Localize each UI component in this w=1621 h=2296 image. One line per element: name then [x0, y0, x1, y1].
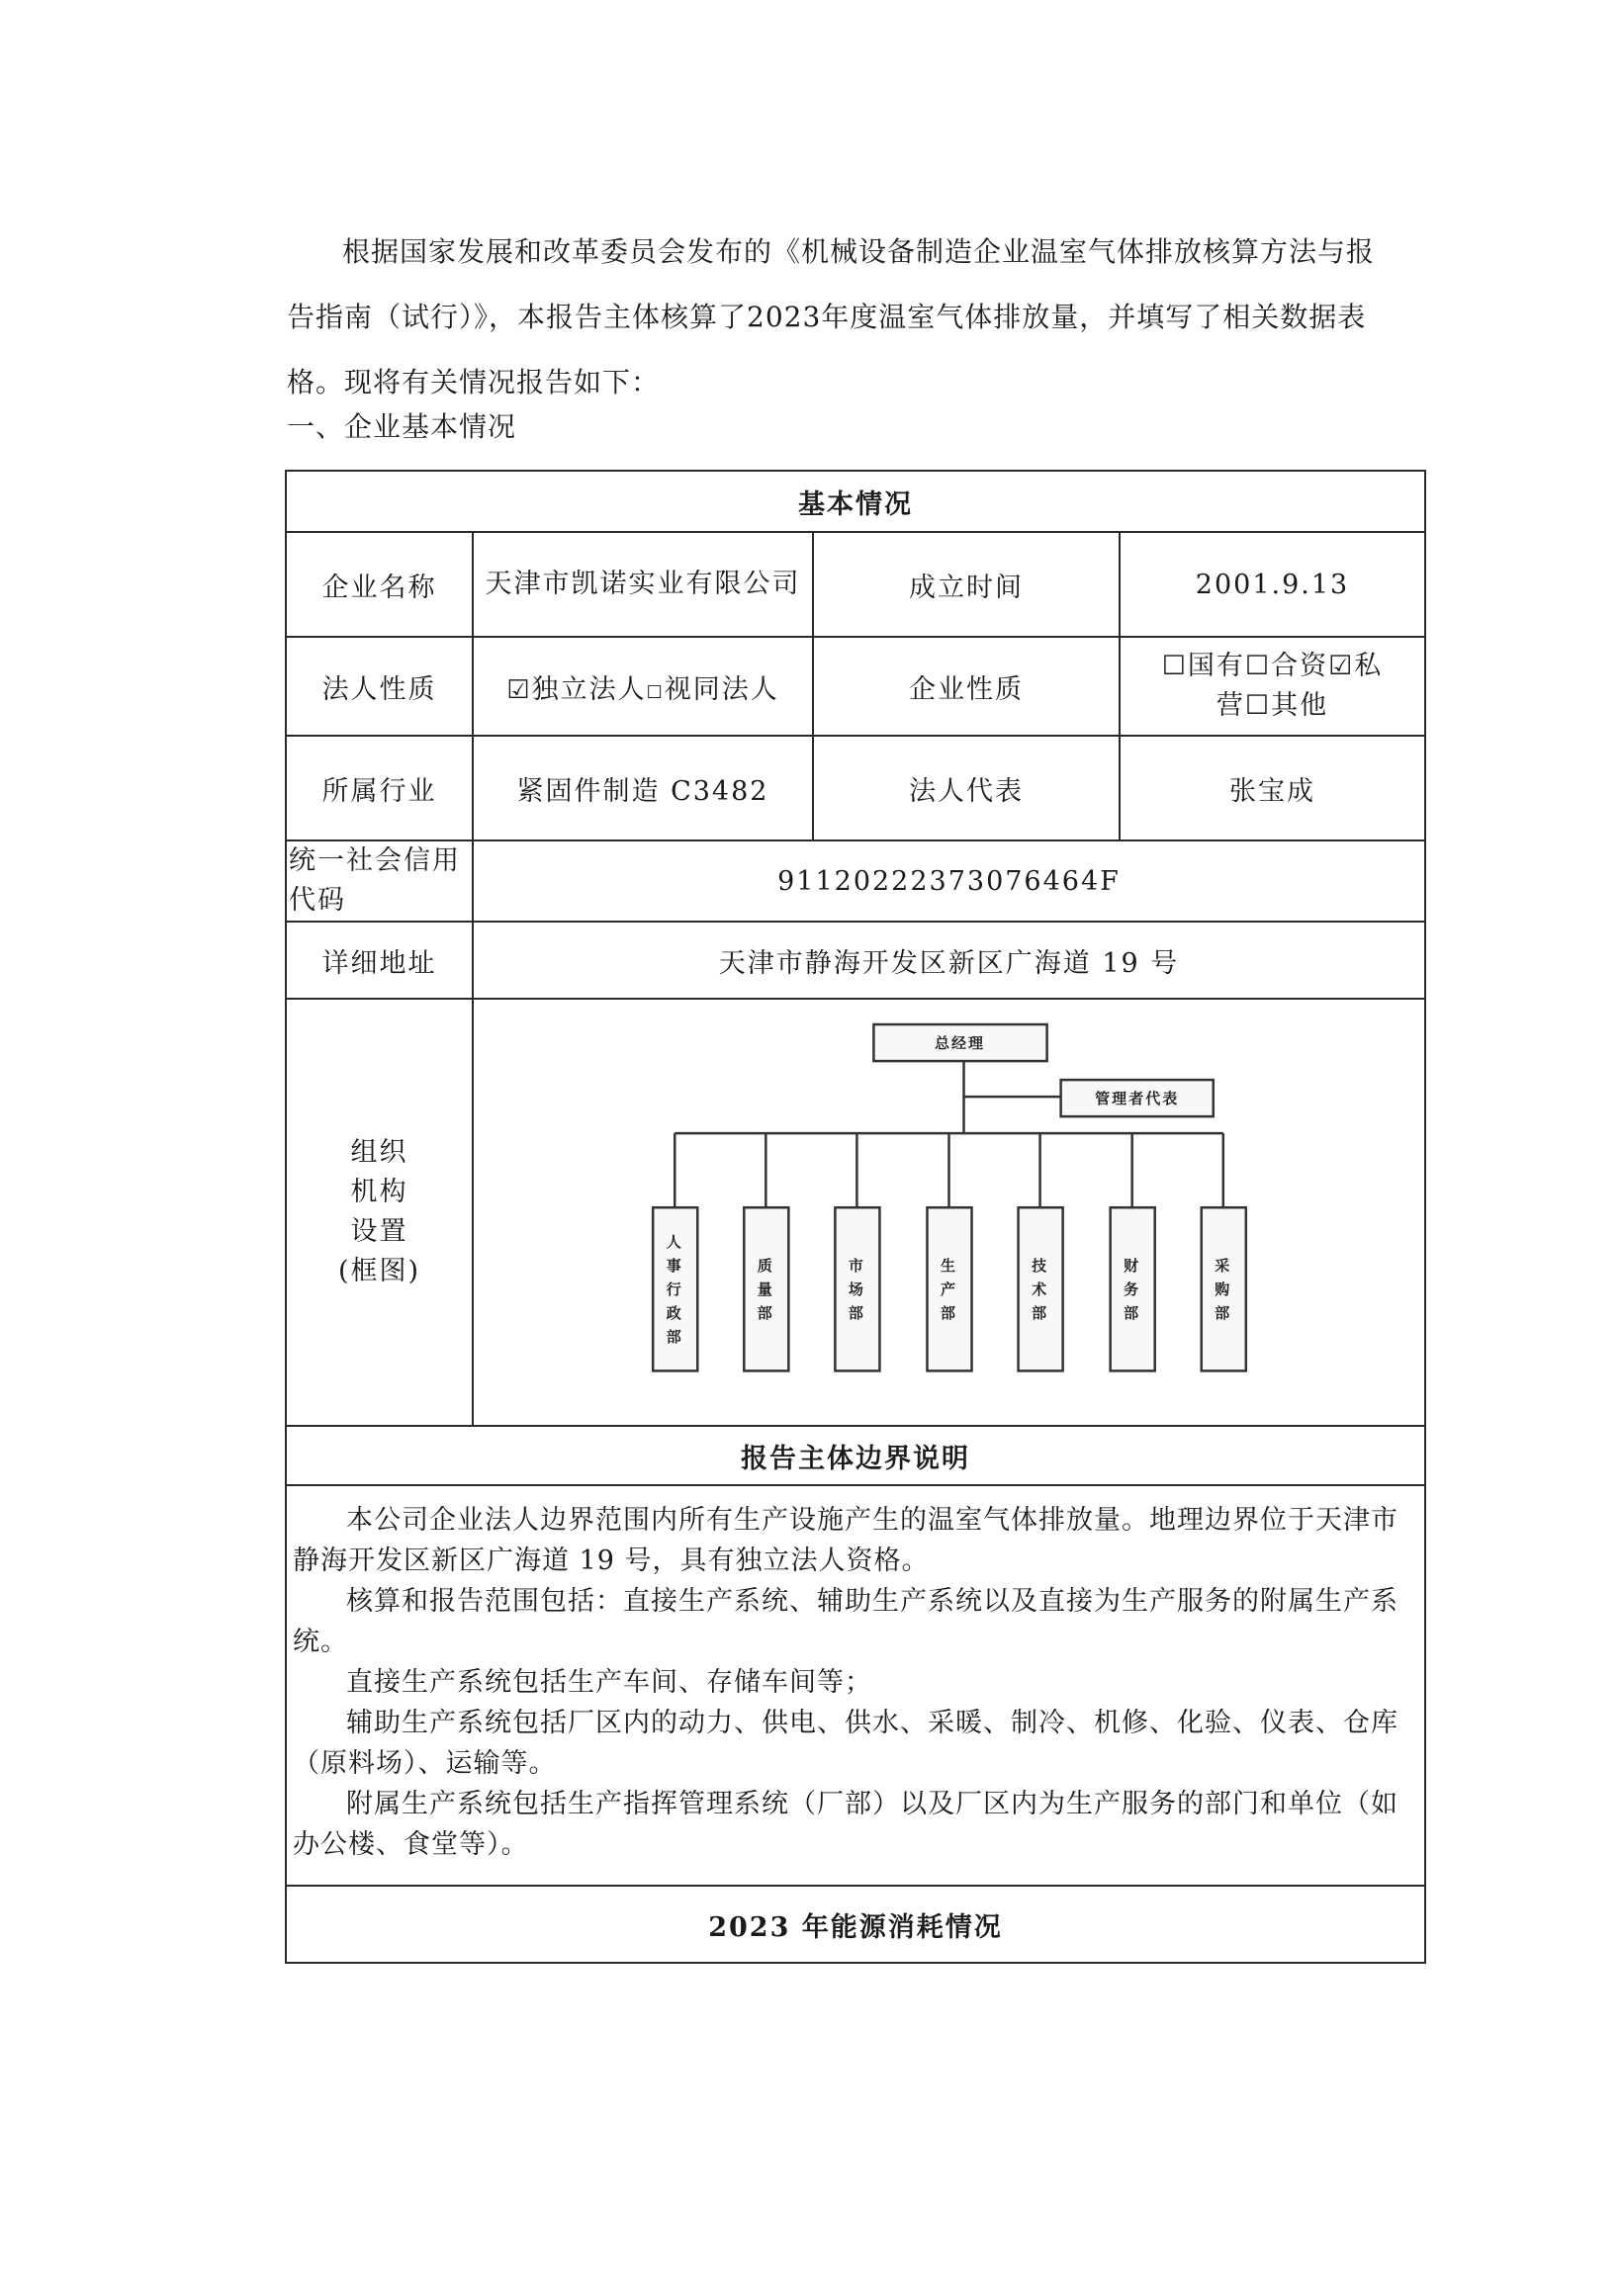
- founded-value: 2001.9.13: [1120, 532, 1425, 637]
- org-dept-label: 采购部: [1215, 1256, 1232, 1322]
- company-name-label: 企业名称: [286, 532, 473, 637]
- org-structure-label: [286, 999, 473, 1426]
- org-rep-label: 管理者代表: [1095, 1090, 1180, 1108]
- unchecked-box-icon: ☐: [646, 681, 665, 703]
- org-dept-label: 市场部: [848, 1256, 865, 1322]
- industry-value: 紧固件制造 C3482: [473, 736, 813, 840]
- org-dept-label: 生产部: [940, 1256, 958, 1322]
- legal-rep-value: 张宝成: [1120, 736, 1425, 840]
- enterprise-nature-value: [1120, 637, 1425, 736]
- credit-code-value: 91120222373076464F: [473, 840, 1425, 922]
- intro-paragraph: 根据国家发展和改革委员会发布的《机械设备制造企业温室气体排放核算方法与报告指南（试行）》，本报告主体核算了2023年度温室气体排放量，并填写了相关数据表格。现将有关情况报告如下：: [287, 235, 1376, 398]
- boundary-paragraph: 核算和报告范围包括：直接生产系统、辅助生产系统以及直接为生产服务的附属生产系统。: [293, 1586, 1398, 1658]
- checked-box-icon: ☑: [506, 674, 532, 705]
- legal-nature-option-independent: 独立法人: [531, 673, 647, 705]
- boundary-paragraph: 辅助生产系统包括厂区内的动力、供电、供水、采暖、制冷、机修、化验、仪表、仓库（原料场）、运输等。: [293, 1708, 1398, 1780]
- boundary-paragraph: 直接生产系统包括生产车间、存储车间等；: [346, 1667, 872, 1699]
- org-label-line: 组织: [350, 1137, 408, 1169]
- enterprise-nature-label: 企业性质: [813, 637, 1120, 736]
- credit-code-label: 统一社会信用代码: [286, 840, 473, 922]
- legal-rep-label: 法人代表: [813, 736, 1120, 840]
- founded-label: 成立时间: [813, 532, 1120, 637]
- address-value: 天津市静海开发区新区广海道 19 号: [473, 922, 1425, 999]
- boundary-description: [286, 1485, 1425, 1886]
- legal-nature-option-deemed: 视同法人: [664, 673, 779, 705]
- boundary-paragraph: 本公司企业法人边界范围内所有生产设施产生的温室气体排放量。地理边界位于天津市静海开发区新区广海道 19 号，具有独立法人资格。: [293, 1505, 1398, 1577]
- org-chart: [474, 1000, 1424, 1425]
- legal-nature-value: [473, 637, 813, 736]
- address-label: 详细地址: [286, 922, 473, 999]
- org-dept-label: 财务部: [1124, 1256, 1141, 1322]
- org-chart-cell: [473, 999, 1425, 1426]
- energy-header: 2023 年能源消耗情况: [286, 1886, 1425, 1963]
- org-dept-label: 质量部: [757, 1256, 774, 1322]
- legal-nature-label: 法人性质: [286, 637, 473, 736]
- boundary-paragraph: 附属生产系统包括生产指挥管理系统（厂部）以及厂区内为生产服务的部门和单位（如办公楼、食堂等）。: [293, 1789, 1398, 1861]
- basic-info-header: 基本情况: [286, 471, 1425, 532]
- org-dept-label: 技术部: [1032, 1256, 1049, 1322]
- org-label-line: (框图): [337, 1256, 421, 1287]
- industry-label: 所属行业: [286, 736, 473, 840]
- enterprise-nature-line1: ☐国有☐合资☑私: [1161, 651, 1384, 681]
- section-title: 一、企业基本情况: [287, 410, 517, 443]
- org-label-line: 机构: [350, 1177, 408, 1208]
- org-dept-label: 人事行政部: [666, 1232, 683, 1346]
- company-name-value: 天津市凯诺实业有限公司: [473, 532, 813, 637]
- enterprise-nature-line2: 营☐其他: [1216, 690, 1329, 721]
- boundary-header: 报告主体边界说明: [286, 1426, 1425, 1485]
- basic-info-table: [285, 470, 1426, 1964]
- org-ceo-label: 总经理: [935, 1034, 986, 1053]
- org-label-line: 设置: [350, 1216, 408, 1248]
